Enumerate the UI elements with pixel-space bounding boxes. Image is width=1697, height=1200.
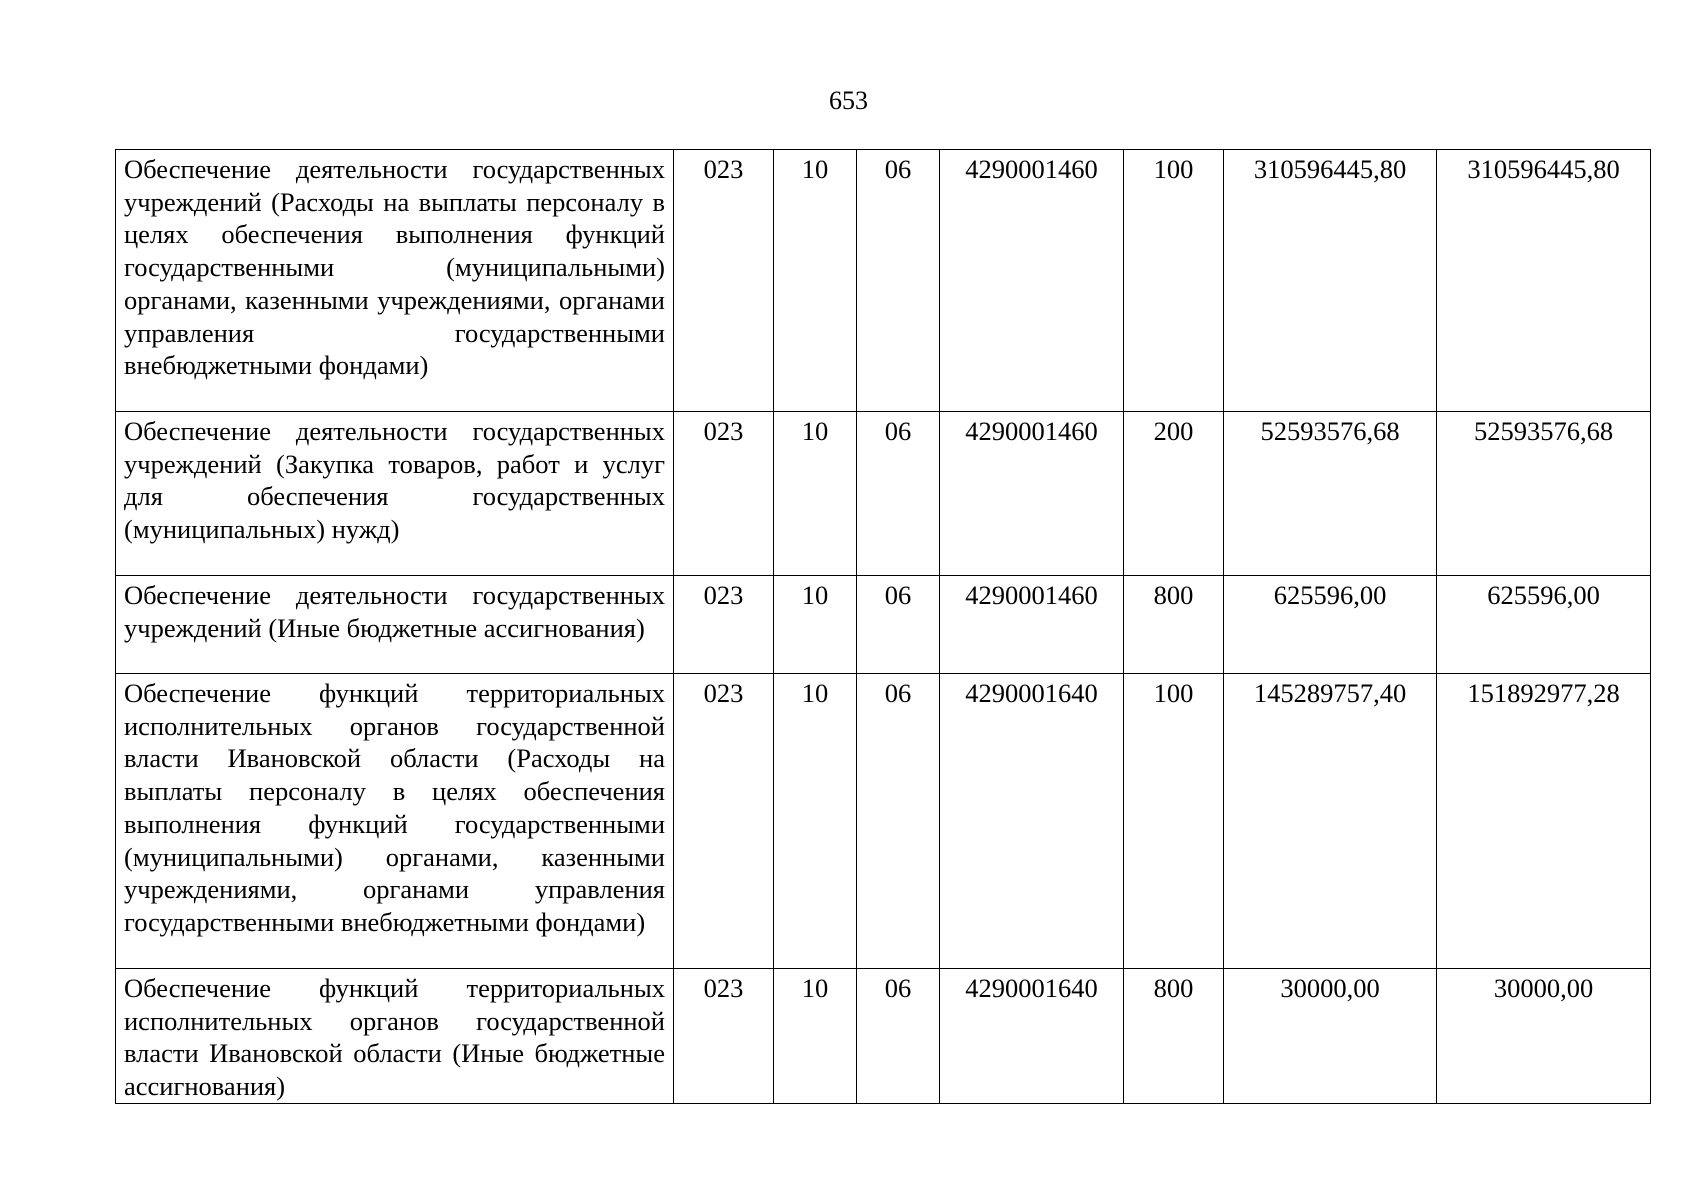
- amount-second: 30000,00: [1437, 969, 1651, 1104]
- row-description: Обеспечение деятельности государственных учреждений (Расходы на выплаты персоналу в целях обеспечения выполнения функций государственными (муниципальными) органами, казенными учреждениями, органами управления государственными внебюджетными фондами): [116, 150, 674, 412]
- expense-type-code: 100: [1124, 150, 1224, 412]
- target-article-code: 4290001460: [940, 576, 1124, 674]
- section-code: 10: [774, 150, 857, 412]
- amount-first: 52593576,68: [1224, 412, 1437, 576]
- table-row: [116, 674, 1651, 969]
- section-code: 10: [774, 674, 857, 969]
- subsection-code: 06: [857, 576, 940, 674]
- amount-second: 310596445,80: [1437, 150, 1651, 412]
- ministry-code: 023: [674, 150, 774, 412]
- ministry-code: 023: [674, 576, 774, 674]
- section-code: 10: [774, 576, 857, 674]
- subsection-code: 06: [857, 969, 940, 1104]
- expense-type-code: 100: [1124, 674, 1224, 969]
- ministry-code: 023: [674, 674, 774, 969]
- section-code: 10: [774, 969, 857, 1104]
- table-row: [116, 412, 1651, 576]
- amount-second: 151892977,28: [1437, 674, 1651, 969]
- row-description: Обеспечение деятельности государственных учреждений (Иные бюджетные ассигнования): [116, 576, 674, 674]
- section-code: 10: [774, 412, 857, 576]
- subsection-code: 06: [857, 412, 940, 576]
- page-number: 653: [829, 86, 868, 115]
- amount-first: 625596,00: [1224, 576, 1437, 674]
- table-row: [116, 150, 1651, 412]
- amount-first: 310596445,80: [1224, 150, 1437, 412]
- expense-type-code: 800: [1124, 576, 1224, 674]
- ministry-code: 023: [674, 969, 774, 1104]
- table-row: [116, 969, 1651, 1104]
- row-description: Обеспечение функций территориальных исполнительных органов государственной власти Ивановской области (Иные бюджетные ассигнования): [116, 969, 674, 1104]
- row-description: Обеспечение функций территориальных исполнительных органов государственной власти Ивановской области (Расходы на выплаты персоналу в целях обеспечения выполнения функций государственными (муниципальными) органами, казенными учреждениями, органами управления государственными внебюджетными фондами): [116, 674, 674, 969]
- expense-type-code: 800: [1124, 969, 1224, 1104]
- amount-second: 52593576,68: [1437, 412, 1651, 576]
- target-article-code: 4290001640: [940, 674, 1124, 969]
- amount-first: 30000,00: [1224, 969, 1437, 1104]
- budget-table: [115, 149, 1651, 1104]
- amount-first: 145289757,40: [1224, 674, 1437, 969]
- target-article-code: 4290001460: [940, 150, 1124, 412]
- target-article-code: 4290001640: [940, 969, 1124, 1104]
- subsection-code: 06: [857, 674, 940, 969]
- table-row: [116, 576, 1651, 674]
- target-article-code: 4290001460: [940, 412, 1124, 576]
- amount-second: 625596,00: [1437, 576, 1651, 674]
- ministry-code: 023: [674, 412, 774, 576]
- expense-type-code: 200: [1124, 412, 1224, 576]
- subsection-code: 06: [857, 150, 940, 412]
- row-description: Обеспечение деятельности государственных учреждений (Закупка товаров, работ и услуг для обеспечения государственных (муниципальных) нужд): [116, 412, 674, 576]
